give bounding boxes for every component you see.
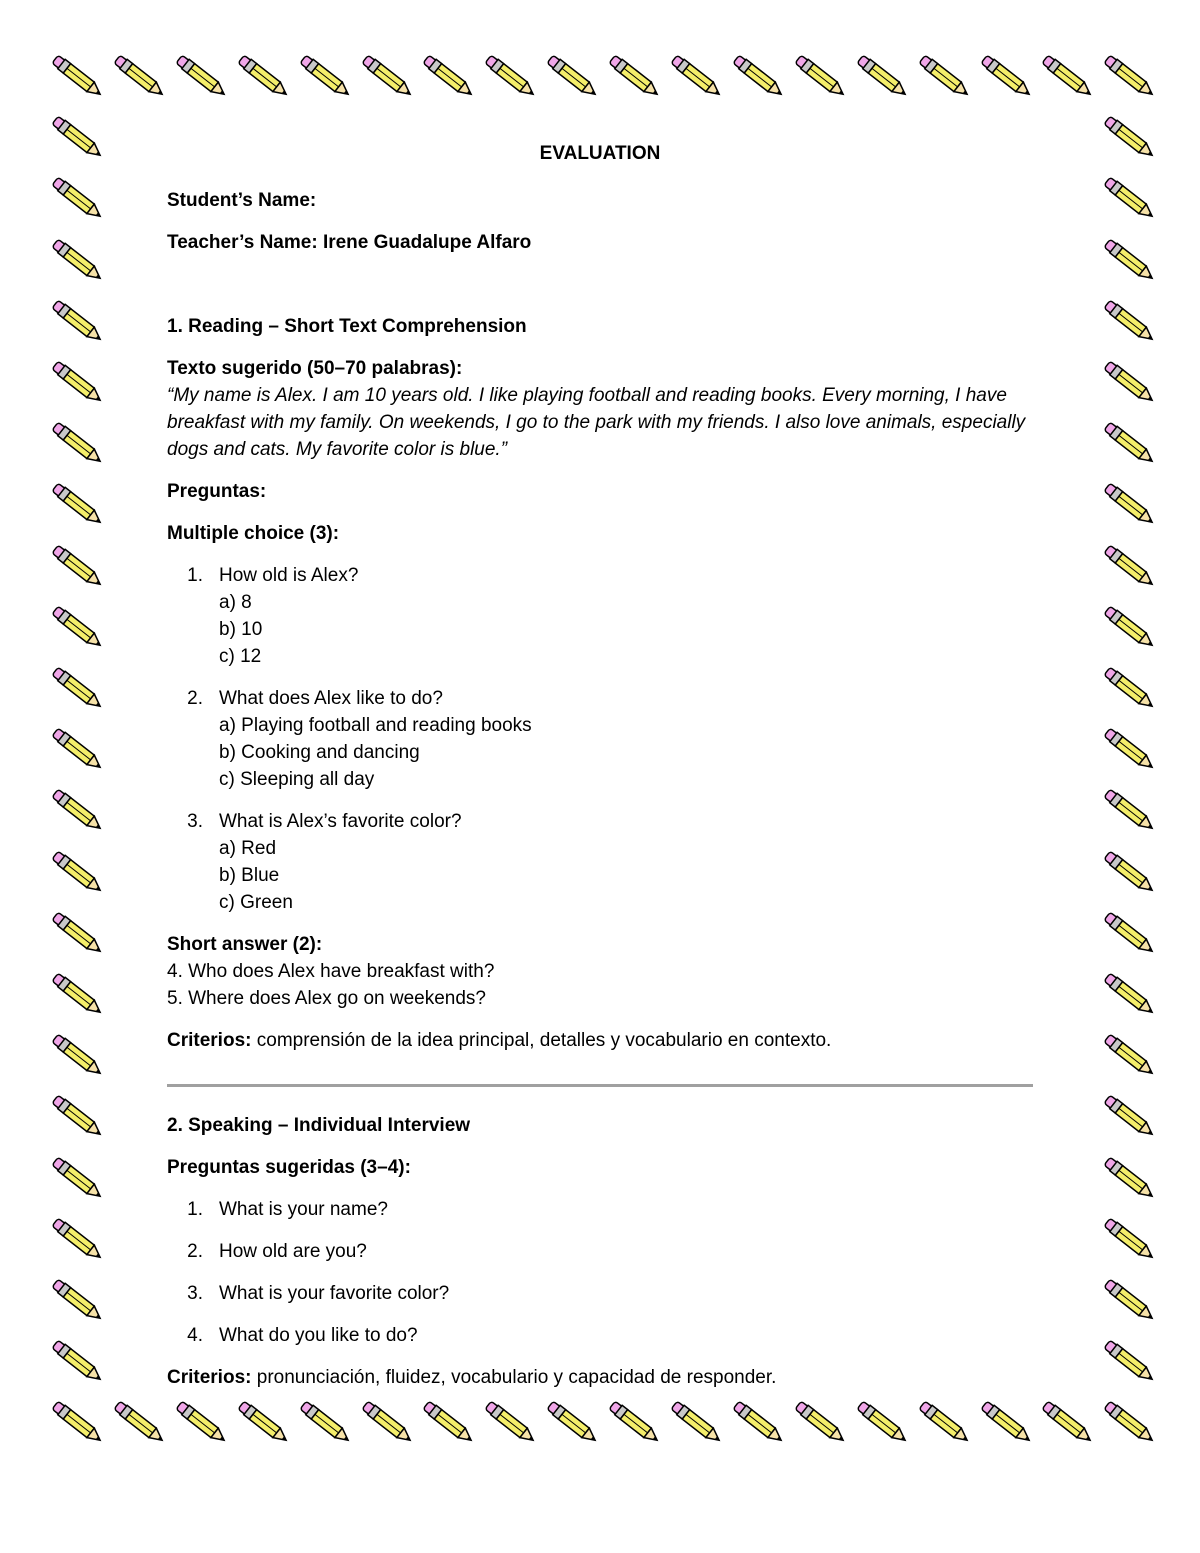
pencil-icon [417, 1391, 481, 1455]
pencil-icon [851, 45, 915, 109]
pencil-icon [46, 657, 110, 721]
pencil-icon [479, 1391, 543, 1455]
list-item [167, 1196, 1033, 1223]
question-text: What is your favorite color? [219, 1283, 450, 1304]
pencil-icon [46, 535, 110, 599]
pencil-icon [46, 1085, 110, 1149]
pencil-icon [1098, 1330, 1162, 1394]
pencil-icon [46, 596, 110, 660]
answer-option: b) Blue [219, 865, 280, 886]
pencil-icon [46, 1391, 110, 1455]
pencil-icon [975, 45, 1039, 109]
multiple-choice-label: Multiple choice (3): [167, 523, 340, 544]
pencil-icon [232, 1391, 296, 1455]
pencil-icon [294, 45, 358, 109]
pencil-icon [1098, 167, 1162, 231]
criteria-label: Criterios: [167, 1030, 252, 1051]
pencil-icon [46, 1269, 110, 1333]
pencil-icon [665, 1391, 729, 1455]
pencil-icon [170, 1391, 234, 1455]
speaking-heading: 2. Speaking – Individual Interview [167, 1115, 471, 1136]
evaluation-document [167, 140, 1033, 1391]
pencil-icon [46, 902, 110, 966]
pencil-icon [108, 45, 172, 109]
reading-heading: 1. Reading – Short Text Comprehension [167, 316, 527, 337]
student-name-label: Student’s Name: [167, 190, 317, 211]
speaking-criteria [167, 1364, 1033, 1391]
pencil-icon [975, 1391, 1039, 1455]
pencil-icon [1036, 45, 1100, 109]
pencil-icon [541, 1391, 605, 1455]
answer-option: c) Green [219, 892, 293, 913]
pencil-icon [541, 45, 605, 109]
pencil-icon [1098, 1024, 1162, 1088]
list-item [167, 562, 1033, 670]
pencil-icon [913, 1391, 977, 1455]
pencil-icon [1098, 106, 1162, 170]
pencil-icon [1098, 1147, 1162, 1211]
pencil-icon [1098, 229, 1162, 293]
question-number: 3. [187, 1283, 203, 1304]
multiple-choice-list [167, 562, 1033, 916]
pencil-icon [789, 1391, 853, 1455]
pencil-icon [1098, 718, 1162, 782]
pencil-icon [913, 45, 977, 109]
pencil-icon [1098, 1208, 1162, 1272]
pencil-icon [294, 1391, 358, 1455]
answer-option: a) Red [219, 838, 277, 859]
pencil-icon [1036, 1391, 1100, 1455]
pencil-icon [46, 779, 110, 843]
pencil-icon [727, 45, 791, 109]
pencil-icon [417, 45, 481, 109]
pencil-icon [1098, 412, 1162, 476]
pencil-icon [46, 167, 110, 231]
short-answer-question: 5. Where does Alex go on weekends? [167, 988, 486, 1009]
reading-passage: “My name is Alex. I am 10 years old. I like playing football and reading books. Every morning, I have breakfast with my family. On weekends, I go to the park with my friends. I also love animals, especially dogs and cats. My favorite color is blue.” [167, 385, 1026, 460]
question-text: What does Alex like to do? [219, 688, 443, 709]
pencil-icon [46, 229, 110, 293]
pencil-icon [356, 45, 420, 109]
criteria-text: pronunciación, fluidez, vocabulario y capacidad de responder. [251, 1367, 777, 1388]
pencil-icon [46, 1330, 110, 1394]
pencil-icon [46, 290, 110, 354]
pencil-icon [1098, 1269, 1162, 1333]
page-title: EVALUATION [539, 143, 661, 164]
question-number: 2. [187, 688, 203, 709]
pencil-icon [1098, 535, 1162, 599]
question-text: What do you like to do? [219, 1325, 418, 1346]
question-number: 2. [187, 1241, 203, 1262]
pencil-icon [46, 1024, 110, 1088]
pencil-icon [46, 1208, 110, 1272]
pencil-icon [727, 1391, 791, 1455]
pencil-icon [1098, 473, 1162, 537]
pencil-icon [46, 1147, 110, 1211]
pencil-icon [46, 45, 110, 109]
answer-option: a) Playing football and reading books [219, 715, 532, 736]
question-number: 1. [187, 565, 203, 586]
criteria-label: Criterios: [167, 1367, 252, 1388]
pencil-icon [789, 45, 853, 109]
pencil-icon [46, 718, 110, 782]
list-item [167, 808, 1033, 916]
pencil-icon [1098, 779, 1162, 843]
pencil-icon [1098, 841, 1162, 905]
pencil-icon [1098, 657, 1162, 721]
criteria-text: comprensión de la idea principal, detalles y vocabulario en contexto. [251, 1030, 832, 1051]
pencil-icon [1098, 902, 1162, 966]
suggested-questions-label: Preguntas sugeridas (3–4): [167, 1157, 411, 1178]
teacher-name-label: Teacher’s Name: Irene Guadalupe Alfaro [167, 232, 532, 253]
pencil-icon [356, 1391, 420, 1455]
reading-criteria [167, 1027, 1033, 1054]
pencil-icon [46, 963, 110, 1027]
question-number: 3. [187, 811, 203, 832]
pencil-icon [46, 473, 110, 537]
list-item [167, 1322, 1033, 1349]
section-divider [167, 1084, 1033, 1087]
pencil-icon [1098, 1391, 1162, 1455]
answer-option: a) 8 [219, 592, 252, 613]
question-text: How old are you? [219, 1241, 367, 1262]
pencil-icon [1098, 596, 1162, 660]
short-answer-label: Short answer (2): [167, 934, 323, 955]
pencil-icon [1098, 290, 1162, 354]
list-item [167, 1238, 1033, 1265]
pencil-icon [479, 45, 543, 109]
pencil-icon [46, 106, 110, 170]
pencil-icon [46, 351, 110, 415]
short-answer-question: 4. Who does Alex have breakfast with? [167, 961, 495, 982]
answer-option: b) Cooking and dancing [219, 742, 420, 763]
pencil-icon [46, 841, 110, 905]
pencil-icon [851, 1391, 915, 1455]
question-text: What is Alex’s favorite color? [219, 811, 462, 832]
pencil-icon [46, 412, 110, 476]
reading-text-label: Texto sugerido (50–70 palabras): [167, 358, 463, 379]
question-text: What is your name? [219, 1199, 388, 1220]
questions-label: Preguntas: [167, 481, 267, 502]
question-number: 4. [187, 1325, 203, 1346]
answer-option: c) Sleeping all day [219, 769, 375, 790]
question-number: 1. [187, 1199, 203, 1220]
pencil-icon [108, 1391, 172, 1455]
pencil-icon [232, 45, 296, 109]
question-text: How old is Alex? [219, 565, 359, 586]
pencil-icon [603, 1391, 667, 1455]
pencil-icon [665, 45, 729, 109]
speaking-questions-list [167, 1196, 1033, 1349]
pencil-icon [1098, 1085, 1162, 1149]
answer-option: c) 12 [219, 646, 262, 667]
list-item [167, 685, 1033, 793]
pencil-icon [1098, 351, 1162, 415]
answer-option: b) 10 [219, 619, 263, 640]
pencil-icon [170, 45, 234, 109]
pencil-icon [603, 45, 667, 109]
pencil-icon [1098, 45, 1162, 109]
pencil-icon [1098, 963, 1162, 1027]
list-item [167, 1280, 1033, 1307]
